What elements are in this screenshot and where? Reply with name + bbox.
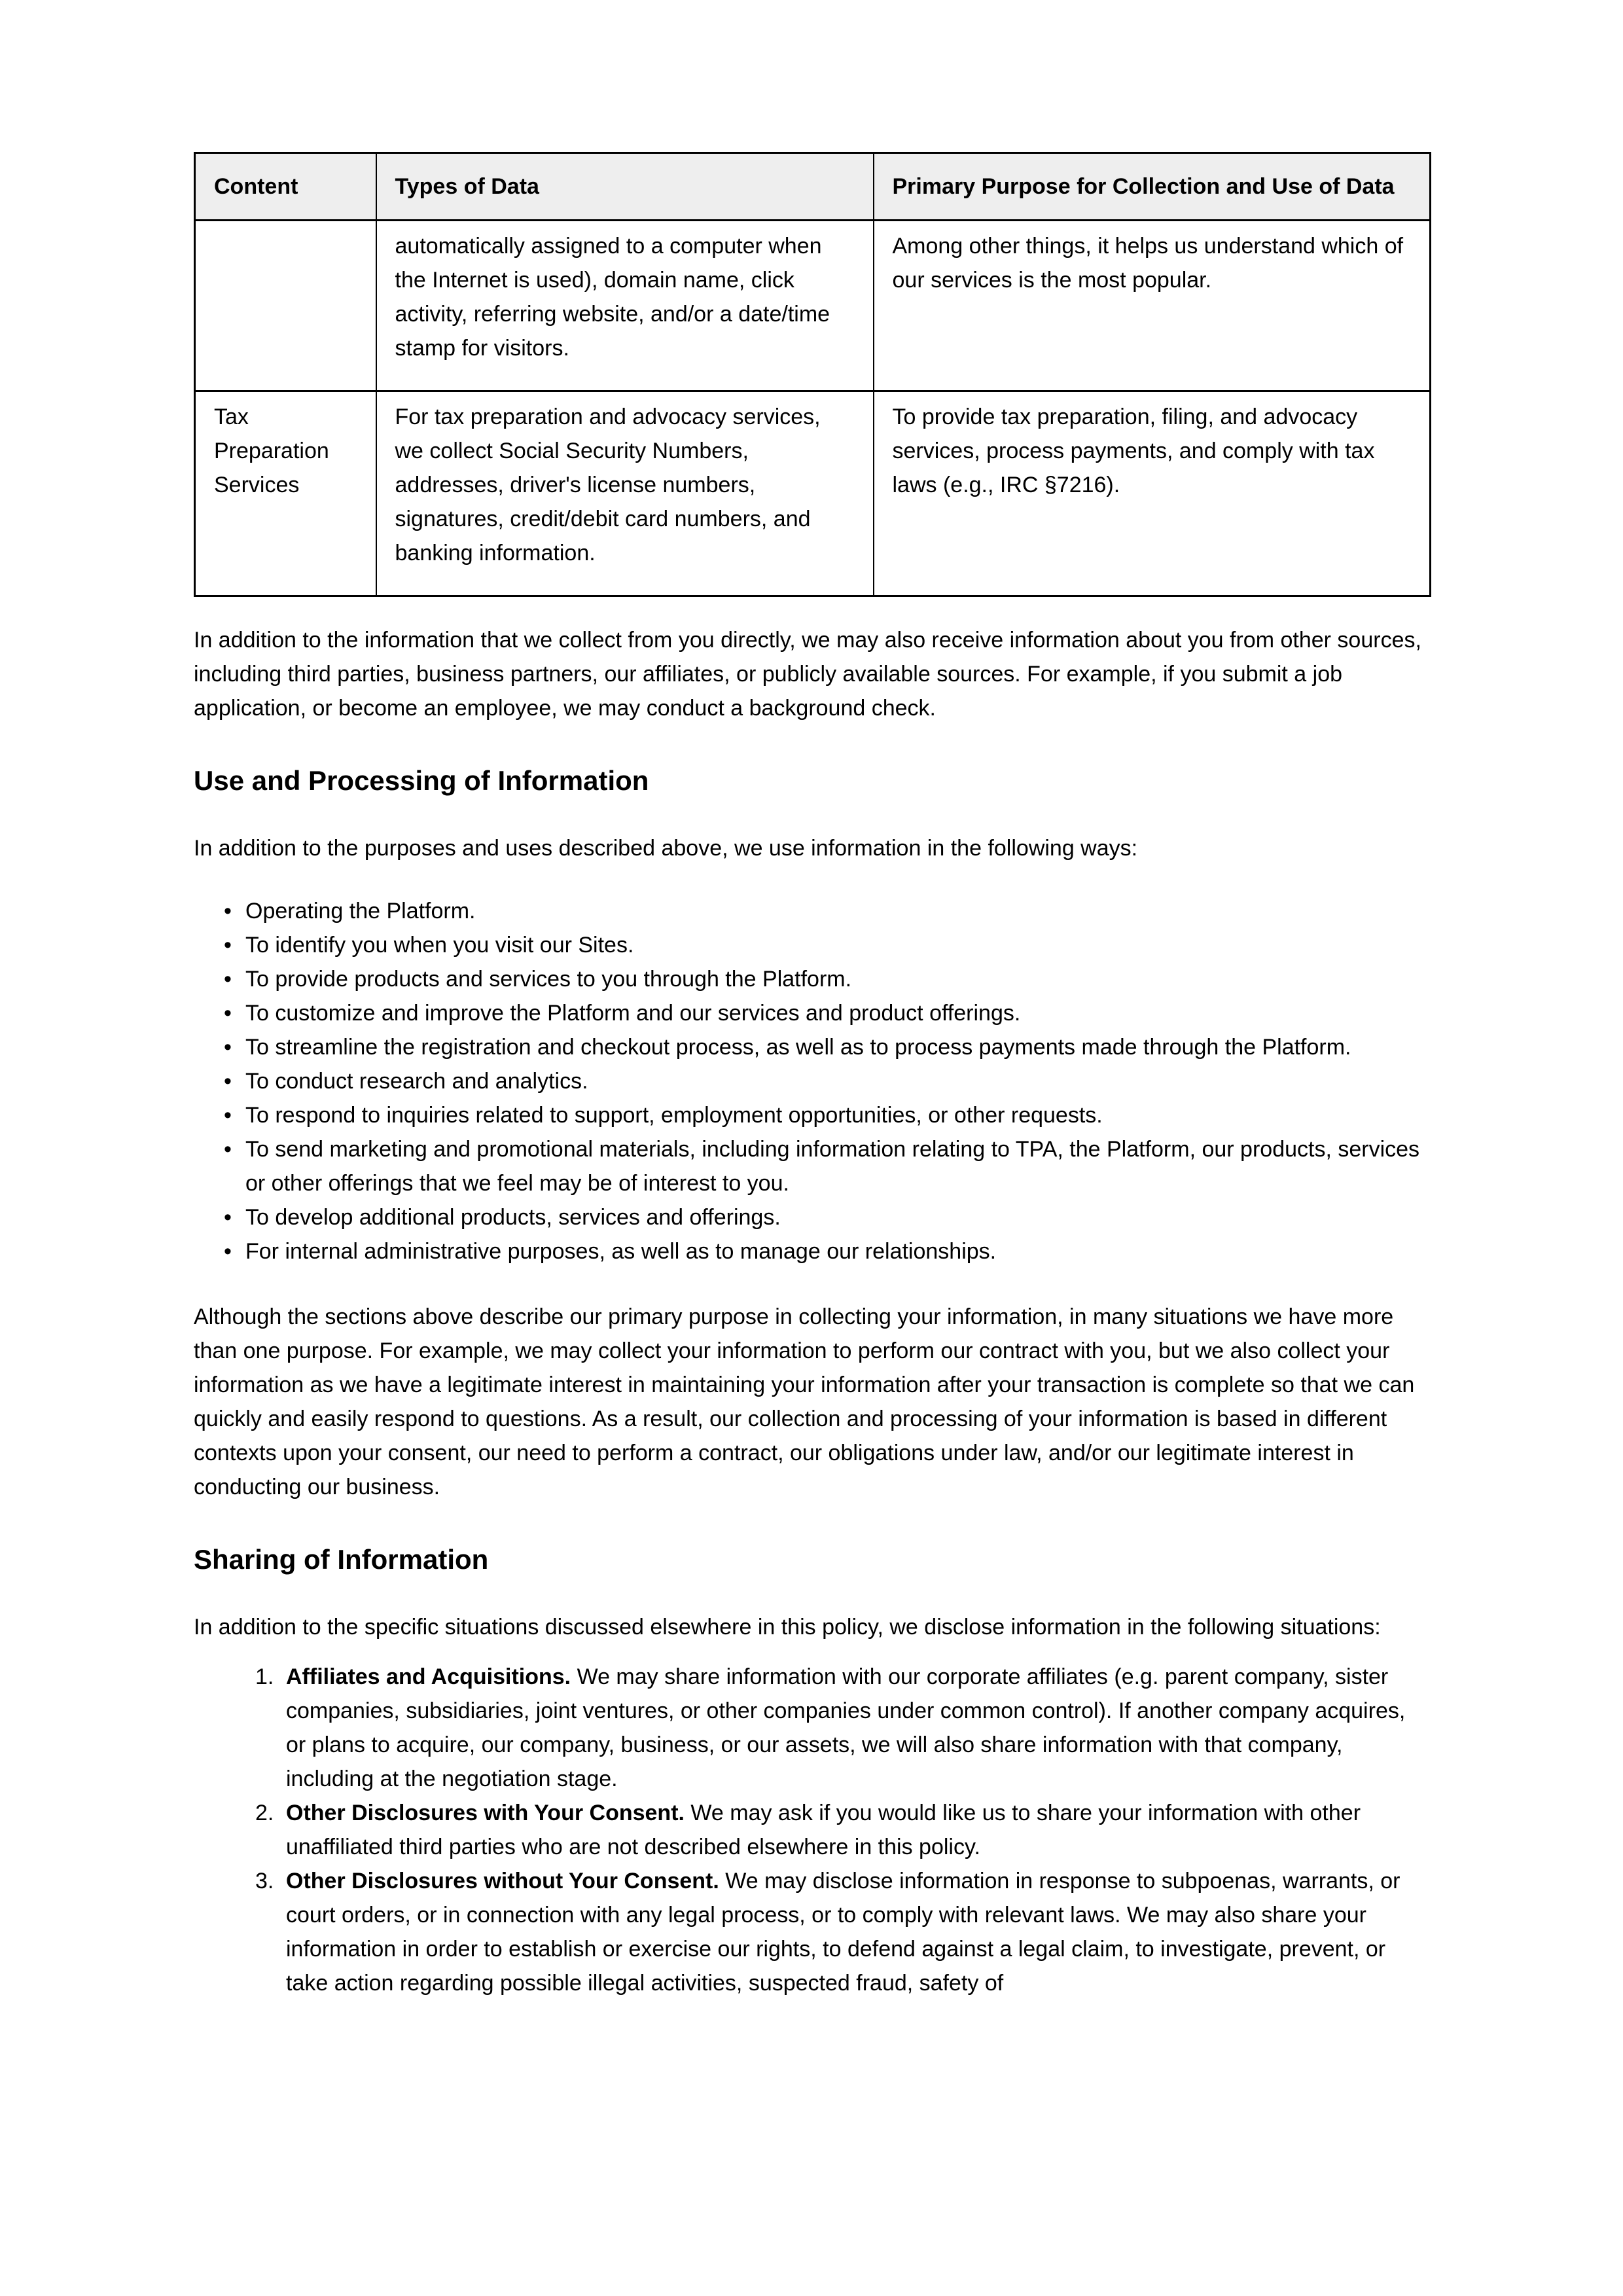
col-header-primary-purpose: Primary Purpose for Collection and Use of Data bbox=[874, 153, 1431, 221]
numbered-item bbox=[194, 1864, 1429, 2000]
item-number: 3. bbox=[255, 1869, 274, 1893]
cell-types-of-data: automatically assigned to a computer when the Internet is used), domain name, click activity, referring website, and/or a date/time stamp for visitors. bbox=[376, 221, 874, 391]
sharing-of-information-heading: Sharing of Information bbox=[194, 1544, 489, 1575]
cell-content bbox=[195, 221, 376, 391]
item-body: We may share information with our corporate affiliates (e.g. parent company, sister companies, subsidiaries, joint ventures, or other companies under common control). If another company acquires, or plans to acquire, our company, business, or our assets, we will also share information with that company, including at the negotiation stage. bbox=[286, 1664, 1406, 1791]
bullet-item: • To conduct research and analytics. bbox=[194, 1064, 1429, 1098]
item-body: We may ask if you would like us to share your information with other unaffiliated third parties who are not described elsewhere in this policy. bbox=[286, 1801, 1361, 1859]
use-and-processing-heading: Use and Processing of Information bbox=[194, 765, 649, 796]
bullet-item: • Operating the Platform. bbox=[194, 894, 1429, 928]
sharing-numbered-list bbox=[194, 1660, 1429, 2000]
item-title: Other Disclosures without Your Consent. bbox=[286, 1869, 719, 1893]
bullet-item: • To develop additional products, services and offerings. bbox=[194, 1200, 1429, 1234]
use-intro-paragraph: In addition to the purposes and uses described above, we use information in the following ways: bbox=[194, 836, 1138, 861]
table-row bbox=[195, 221, 1431, 391]
item-title: Affiliates and Acquisitions. bbox=[286, 1664, 571, 1689]
item-title: Other Disclosures with Your Consent. bbox=[286, 1801, 685, 1825]
numbered-item bbox=[194, 1660, 1429, 1796]
numbered-item bbox=[194, 1796, 1429, 1864]
item-body: We may disclose information in response to subpoenas, warrants, or court orders, or in connection with any legal process, or to comply with relevant laws. We may also share your information in order to establish or exercise our rights, to defend against a legal claim, to investigate, prevent, or take action regarding possible illegal activities, suspected fraud, safety of bbox=[286, 1869, 1400, 1996]
bullet-item: • To customize and improve the Platform and our services and product offerings. bbox=[194, 996, 1429, 1030]
bullet-item: • For internal administrative purposes, as well as to manage our relationships. bbox=[194, 1234, 1429, 1268]
item-number: 1. bbox=[255, 1664, 274, 1689]
cell-primary-purpose: Among other things, it helps us understand which of our services is the most popular. bbox=[874, 221, 1431, 391]
cell-primary-purpose: To provide tax preparation, filing, and advocacy services, process payments, and comply with tax laws (e.g., IRC §7216). bbox=[874, 391, 1431, 596]
use-closing-paragraph: Although the sections above describe our primary purpose in collecting your information, in many situations we have more than one purpose. For example, we may collect your information to perform our contract with you, but we also collect your information as we have a legitimate interest in maintaining your information after your transaction is complete so that we can quickly and easily respond to questions. As a result, our collection and processing of your information is based in different contexts upon your consent, our need to perform a contract, our obligations under law, and/or our legitimate interest in conducting our business. bbox=[194, 1304, 1415, 1499]
bullet-item: • To provide products and services to you through the Platform. bbox=[194, 962, 1429, 996]
bullet-item: • To identify you when you visit our Sites. bbox=[194, 928, 1429, 962]
col-header-content: Content bbox=[195, 153, 376, 221]
cell-types-of-data: For tax preparation and advocacy services, we collect Social Security Numbers, addresses, driver's license numbers, signatures, credit/debit card numbers, and banking information. bbox=[376, 391, 874, 596]
table-row bbox=[195, 391, 1431, 596]
cell-content: Tax Preparation Services bbox=[195, 391, 376, 596]
data-collection-table bbox=[194, 152, 1431, 597]
table-header-row bbox=[195, 153, 1431, 221]
use-bullet-list bbox=[194, 894, 1429, 1268]
item-number: 2. bbox=[255, 1801, 274, 1825]
intro-paragraph: In addition to the information that we collect from you directly, we may also receive information about you from other sources, including third parties, business partners, our affiliates, or publicly available sources. For example, if you submit a job application, or become an employee, we may conduct a background check. bbox=[194, 628, 1421, 721]
bullet-item: • To streamline the registration and checkout process, as well as to process payments made through the Platform. bbox=[194, 1030, 1429, 1064]
col-header-types-of-data: Types of Data bbox=[376, 153, 874, 221]
bullet-item: • To send marketing and promotional materials, including information relating to TPA, the Platform, our products, services or other offerings that we feel may be of interest to you. bbox=[194, 1132, 1429, 1200]
bullet-item: • To respond to inquiries related to support, employment opportunities, or other requests. bbox=[194, 1098, 1429, 1132]
sharing-intro-paragraph: In addition to the specific situations discussed elsewhere in this policy, we disclose information in the following situations: bbox=[194, 1615, 1381, 1640]
